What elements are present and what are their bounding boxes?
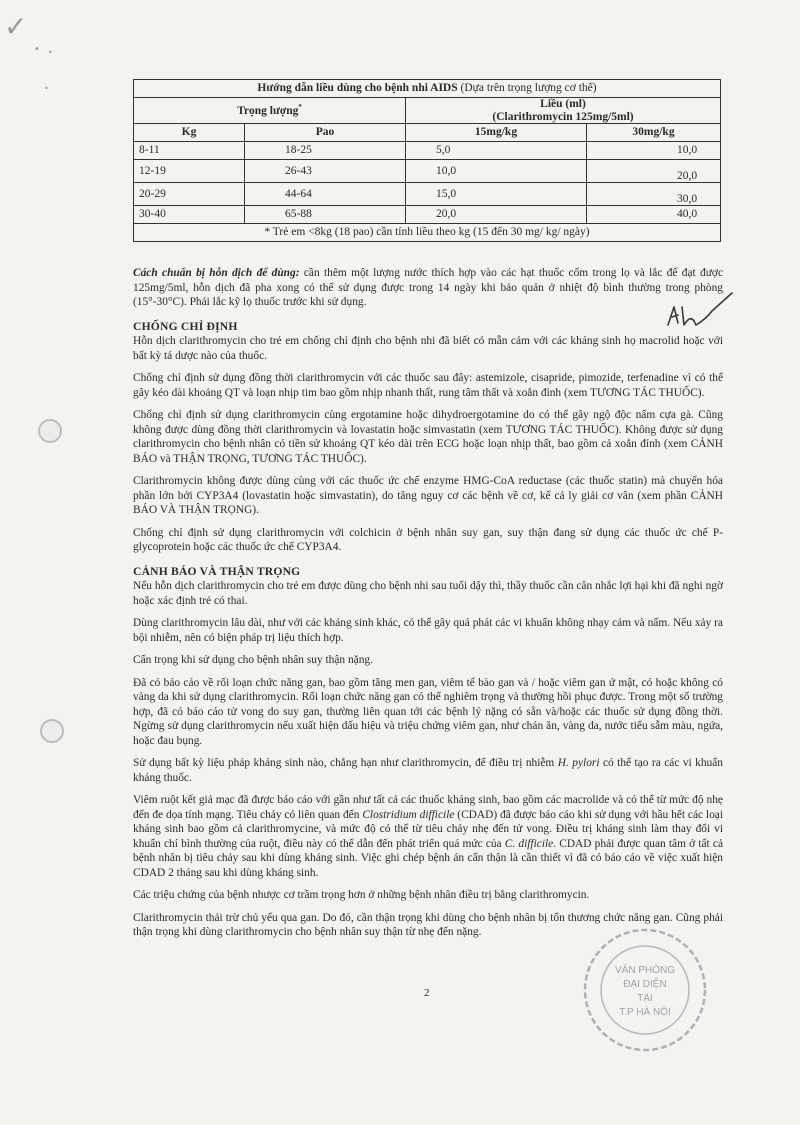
paragraph: Chống chỉ định sử dụng đồng thời clarithromycin với các thuốc sau đây: astemizole, cisapride, pimozide, terfenadine vì có thể gây kéo dài khoảng QT và loạn nhịp tim bao gồm nhịp nhanh thất, rung tâm thất và xoắn đỉnh (xem TƯƠNG TÁC THUỐC). bbox=[133, 372, 723, 399]
col-30mg-header: 30mg/kg bbox=[587, 124, 721, 142]
paragraph: Sử dụng bất kỳ liệu pháp kháng sinh nào, chẳng hạn như clarithromycin, để điều trị nhiễm H. pylori có thể tạo ra các vi khuẩn kháng thuốc. bbox=[133, 757, 724, 784]
office-stamp bbox=[580, 925, 710, 1055]
weight-header: Trọng lượng* bbox=[134, 98, 406, 124]
dose-header: Liều (ml) (Clarithromycin 125mg/5ml) bbox=[406, 98, 721, 124]
table-row: 20-29 44-64 15,0 30,0 bbox=[134, 183, 721, 206]
signature-initials bbox=[660, 285, 740, 335]
punch-hole-upper bbox=[38, 419, 62, 443]
preparation-paragraph: Cách chuẩn bị hỗn dịch để dùng: cần thêm một lượng nước thích hợp vào các hạt thuốc cốm trong lọ và lắc để đạt được 125mg/5ml, hỗn dịch đã pha xong có thể sử dụng được trong 14 ngày khi bảo quản ở nhiệt độ bình thường trong phòng (15°-30°C). Phải lắc kỹ lọ thuốc trước khi sử dụng. bbox=[133, 267, 723, 308]
stamp-line-1: VĂN PHÒNG bbox=[614, 965, 676, 976]
table-title-bold: Hướng dẫn liều dùng cho bệnh nhi AIDS bbox=[257, 82, 458, 95]
scan-mark-corner: ✓ bbox=[4, 10, 28, 43]
document-body bbox=[133, 266, 723, 948]
paragraph: Chống chỉ định sử dụng clarithromycin cùng ergotamine hoặc dihydroergotamine do có thể gây ngộ độc nấm cựa gà. Cũng không được dùng đồng thời clarithromycin và lovastatin hoặc simvastatin (xem TƯƠNG TÁC THUỐC). Không được sử dụng clarithromycin cho bệnh nhân có tiền sử khoảng QT kéo dài trên ECG hoặc loạn nhịp thất, bao gồm cả xoắn đỉnh (xem CẢNH BÁO và THẬN TRỌNG, TƯƠNG TÁC THUỐC). bbox=[133, 409, 723, 465]
paragraph: Clarithromycin thải trừ chủ yếu qua gan. Do đó, cần thận trọng khi dùng cho bệnh nhân bị tổn thương chức năng gan. Cũng phải thận trọng khi dùng clarithromycin cho bệnh nhân suy thận từ nhẹ đến nặng. bbox=[133, 911, 723, 938]
paragraph: Các triệu chứng của bệnh nhược cơ trầm trọng hơn ở những bệnh nhân điều trị bằng clarithromycin. bbox=[133, 889, 590, 901]
pediatric-dosage-table bbox=[133, 79, 721, 242]
col-kg-header: Kg bbox=[134, 124, 245, 142]
col-15mg-header: 15mg/kg bbox=[406, 124, 587, 142]
scan-dot: • bbox=[44, 84, 49, 93]
stamp-line-2: ĐẠI DIỆN bbox=[623, 979, 667, 990]
paragraph: Chống chỉ định sử dụng clarithromycin với colchicin ở bệnh nhân suy gan, suy thận đang sử dụng các thuốc ức chế P-glycoprotein hoặc các thuốc ức chế CYP3A4. bbox=[133, 526, 723, 553]
table-title bbox=[134, 80, 721, 98]
table-row: 8-11 18-25 5,0 10,0 bbox=[134, 142, 721, 160]
contraindications-heading: CHỐNG CHỈ ĐỊNH bbox=[133, 319, 238, 333]
preparation-label: Cách chuẩn bị hỗn dịch để dùng: bbox=[133, 267, 300, 279]
stamp-line-4: T.P HÀ NỘI bbox=[619, 1007, 671, 1018]
table-footnote: * Trẻ em <8kg (18 pao) cần tính liều theo kg (15 đến 30 mg/ kg/ ngày) bbox=[134, 224, 721, 242]
paragraph: Cẩn trọng khi sử dụng cho bệnh nhân suy thận nặng. bbox=[133, 654, 373, 666]
table-row: 30-40 65-88 20,0 40,0 bbox=[134, 206, 721, 224]
paragraph: Dùng clarithromycin lâu dài, như với các kháng sinh khác, có thể gây quá phát các vi khuẩn không nhạy cảm và nấm. Nếu xảy ra bội nhiễm, nên có biện pháp trị liệu thích hợp. bbox=[133, 617, 723, 644]
warnings-heading: CẢNH BÁO VÀ THẬN TRỌNG bbox=[133, 564, 301, 578]
scan-dot: • bbox=[34, 44, 40, 55]
table-row: 12-19 26-43 10,0 20,0 bbox=[134, 160, 721, 183]
paragraph: Clarithromycin không được dùng cùng với các thuốc ức chế enzyme HMG-CoA reductase (các thuốc statin) mà chuyển hóa phần lớn bởi CYP3A4 (lovastatin hoặc simvastatin), do tăng nguy cơ các bệnh về cơ, kể cả ly giải cơ vân (xem phần CẢNH BÁO VÀ THẬN TRỌNG). bbox=[133, 475, 723, 516]
paragraph: Viêm ruột kết giả mạc đã được báo cáo với gần như tất cả các thuốc kháng sinh, bao gồm các macrolide và có thể từ mức độ nhẹ đến đe dọa tính mạng. Tiêu chảy có liên quan đến Clostridium difficile (CDAD) đã được báo cáo khi sử dụng với hầu hết các loại kháng sinh bao gồm cả clarithromycine, và mức độ có thể từ tiêu chảy nhẹ đến tử vong. Điều trị kháng sinh làm thay đổi vi khuẩn chí bình thường của ruột, điều này có thể dẫn đến phát triển quá mức của C. difficile. CDAD phải được quan tâm ở tất cả bệnh nhân bị tiêu chảy sau khi dùng kháng sinh. Việc ghi chép bệnh án cẩn thận là cần thiết vì đã có báo cáo về việc xuất hiện CDAD 2 tháng sau khi dùng kháng sinh. bbox=[133, 794, 724, 879]
table-title-plain: (Dựa trên trọng lượng cơ thể) bbox=[460, 82, 597, 95]
paragraph: Đã có báo cáo về rối loạn chức năng gan, bao gồm tăng men gan, viêm tế bào gan và / hoặc viêm gan ứ mật, có hoặc không có vàng da khi sử dụng clarithromycin. Rối loạn chức năng gan có thể nghiêm trọng và thường hồi phục được. Trong một số trường hợp, đã có báo cáo tử vong do suy gan, thường liên quan tới các bệnh lý nặng có sẵn và/hoặc các thuốc sử dụng đồng thời. Ngừng sử dụng clarithromycin nếu xuất hiện dấu hiệu và triệu chứng viêm gan, như chán ăn, vàng da, nước tiểu sẫm màu, ngứa, hoặc đau bụng. bbox=[133, 676, 723, 747]
page-number: 2 bbox=[424, 987, 430, 999]
paragraph: Nếu hỗn dịch clarithromycin cho trẻ em được dùng cho bệnh nhi sau tuổi dậy thì, thầy thuốc cần cân nhắc lợi hại khi đã nghi ngờ hoặc xác định trẻ có thai. bbox=[133, 580, 723, 607]
paragraph: Hỗn dịch clarithromycin cho trẻ em chống chỉ định cho bệnh nhi đã biết có mẫn cảm với các kháng sinh họ macrolid hoặc với bất kỳ tá dược nào của thuốc. bbox=[133, 335, 723, 362]
punch-hole-lower bbox=[40, 719, 64, 743]
scan-dot: • bbox=[48, 48, 53, 57]
stamp-line-3: TẠI bbox=[637, 993, 653, 1004]
col-pao-header: Pao bbox=[245, 124, 406, 142]
